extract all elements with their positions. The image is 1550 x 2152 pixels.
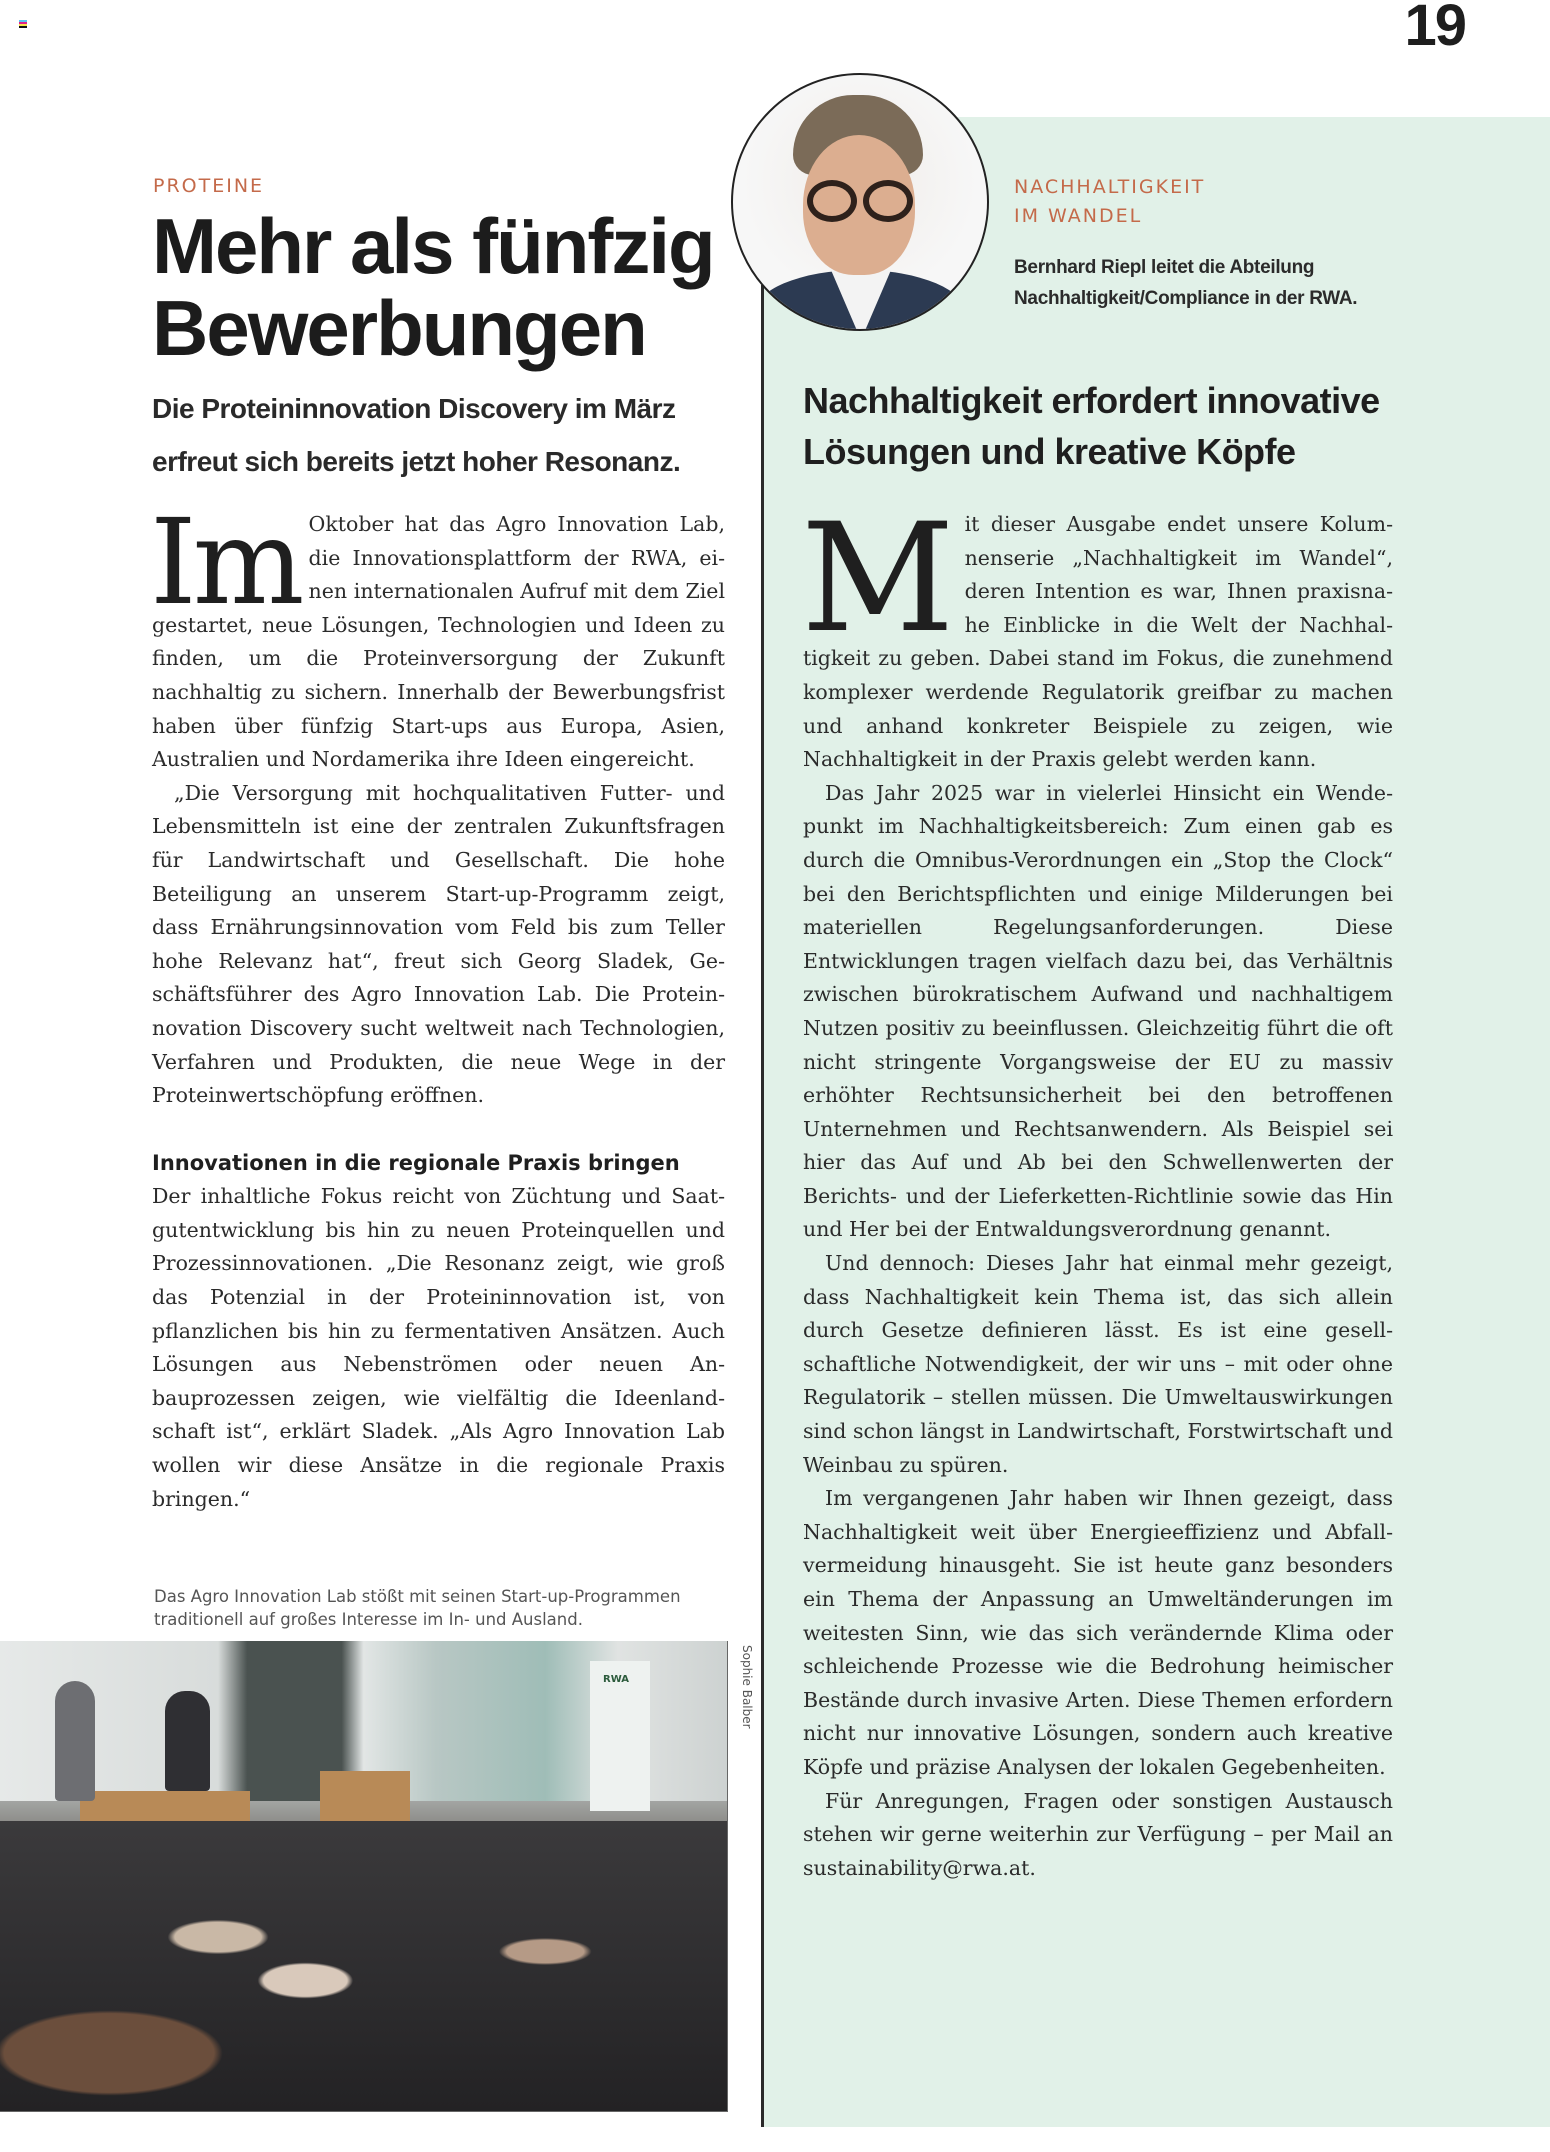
article-kicker: PROTEINE: [153, 175, 265, 197]
paragraph: it dieser Ausgabe endet unsere Kolumnenserie „Nachhaltigkeit im Wandel“, deren Intention es war, Ihnen praxisnahe Einblicke in die Welt der Nachhaltigkeit zu geben. Dabei stand im Fokus, die zunehmend komplexer werdende Regulatorik greifbar zu machen und anhand konkreter Beispiele zu zeigen, wie Nachhaltigkeit in der Praxis gelebt werden kann.: [803, 512, 1393, 772]
photo-caption: Das Agro Innovation Lab stößt mit seinen Start-up-Programmen traditionell auf großes Interesse im In- und Ausland.: [154, 1587, 681, 1629]
author-byline: Bernhard Riepl leitet die Abteilung Nachhaltigkeit/Compliance in der RWA.: [1014, 257, 1358, 309]
author-portrait: [731, 73, 989, 331]
column-kicker-line2: IM WANDEL: [1014, 205, 1143, 227]
article-body: [150, 493, 725, 1516]
photo-credit: Sophie Balber: [740, 1645, 754, 1729]
article-deck: Die Proteininnovation Discovery im März erfreut sich bereits jetzt hoher Resonanz.: [152, 393, 681, 477]
paragraph: Das Jahr 2025 war in vielerlei Hinsicht ein Wendepunkt im Nachhaltigkeitsbereich: Zum einen gab es durch die Omnibus-Verordnungen ein „Stop the Clock“ bei den Berichtspflichten und einige Milderungen bei materiellen Regelungsanforderungen. Diese Entwicklungen tragen vielfach dazu bei, das Verhältnis zwischen bürokratischem Aufwand und nachhaltigem Nutzen positiv zu beeinflussen. Gleichzeitig führt die oft nicht stringente Vorgangsweise der EU zu massiv erhöhter Rechtsunsicherheit bei den betroffenen Unternehmen und Rechtsanwendern. Als Beispiel sei hier das Auf und Ab bei den Schwellenwerten der Berichts- und der Lieferketten-Richtlinie sowie das Hin und Her bei der Entwaldungsverordnung genannt.: [803, 780, 1393, 1242]
column-kicker-line1: NACHHALTIGKEIT: [1014, 176, 1206, 198]
column-body: [801, 492, 1393, 1885]
paragraph: Oktober hat das Agro Innovation Lab, die Innovationsplattform der RWA, einen internationalen Aufruf mit dem Ziel gestartet, neue Lösungen, Technologien und Ideen zu finden, um die Proteinversorgung der Zukunft nachhaltig zu sichern. Innerhalb der Bewerbungsfrist haben über fünfzig Start-ups aus Europa, Asien, Australien und Nordamerika ihre Ideen eingereicht.: [152, 512, 725, 772]
column-kicker: [1014, 173, 1205, 231]
drop-cap: M: [801, 492, 955, 666]
drop-cap: Im: [150, 493, 301, 631]
article-headline: Mehr als fünfzig Bewerbungen: [152, 202, 714, 372]
article-subheading: Innovationen in die regionale Praxis bringen: [152, 1150, 680, 1175]
paragraph: Und dennoch: Dieses Jahr hat einmal mehr gezeigt, dass Nachhaltigkeit kein Thema ist, das sich allein durch Gesetze definieren lässt. Es ist eine gesellschaftliche Notwendigkeit, der wir uns – mit oder ohne Regulatorik – stellen müssen. Die Umweltauswirkungen sind schon längst in Landwirtschaft, Forstwirtschaft und Weinbau zu spüren.: [803, 1251, 1393, 1477]
paragraph: Im vergangenen Jahr haben wir Ihnen gezeigt, dass Nachhaltigkeit weit über Energieeffizienz und Abfallvermeidung hinausgeht. Sie ist heute ganz besonders ein Thema der Anpassung an Umweltänderungen im weitesten Sinn, wie das sich verändernde Klima oder schleichende Prozesse wie die Bedrohung heimischer Bestände durch invasive Arten. Diese Themen erfordern nicht nur innovative Lösungen, sondern auch kreative Köpfe und präzise Analysen der lokalen Gegebenheiten.: [803, 1486, 1393, 1779]
column-divider: [761, 285, 764, 2127]
page-number: 19: [1404, 0, 1465, 58]
paragraph: Für Anregungen, Fragen oder sonstigen Austausch stehen wir gerne weiterhin zur Verfügung – per Mail an sustainability@rwa.at.: [803, 1788, 1393, 1880]
event-photo: RWA: [0, 1641, 728, 2112]
column-headline: Nachhaltigkeit erfordert innovative Lösungen und kreative Köpfe: [803, 380, 1380, 472]
print-color-mark: [19, 20, 27, 28]
paragraph: „Die Versorgung mit hochqualitativen Futter- und Lebensmitteln ist eine der zentralen Zukunftsfragen für Landwirtschaft und Gesellschaft. Die hohe Beteiligung an unserem Start-up-Programm zeigt, dass Ernährungsinnovation vom Feld bis zum Teller hohe Relevanz hat“, freut sich Georg Sladek, Geschäftsführer des Agro Innovation Lab. Die Proteinnovation Discovery sucht weltweit nach Technologien, Verfahren und Produkten, die neue Wege in der Proteinwertschöpfung eröffnen.: [152, 780, 725, 1108]
paragraph: Der inhaltliche Fokus reicht von Züchtung und Saatgutentwicklung bis hin zu neuen Proteinquellen und Prozessinnovationen. „Die Resonanz zeigt, wie groß das Potenzial in der Proteininnovation ist, von pflanzlichen bis hin zu fermentativen Ansätzen. Auch Lösungen aus Nebenströmen oder neuen Anbauprozessen zeigen, wie vielfältig die Ideenlandschaft ist“, erklärt Sladek. „Als Agro Innovation Lab wollen wir diese Ansätze in die regionale Praxis bringen.“: [152, 1184, 725, 1511]
